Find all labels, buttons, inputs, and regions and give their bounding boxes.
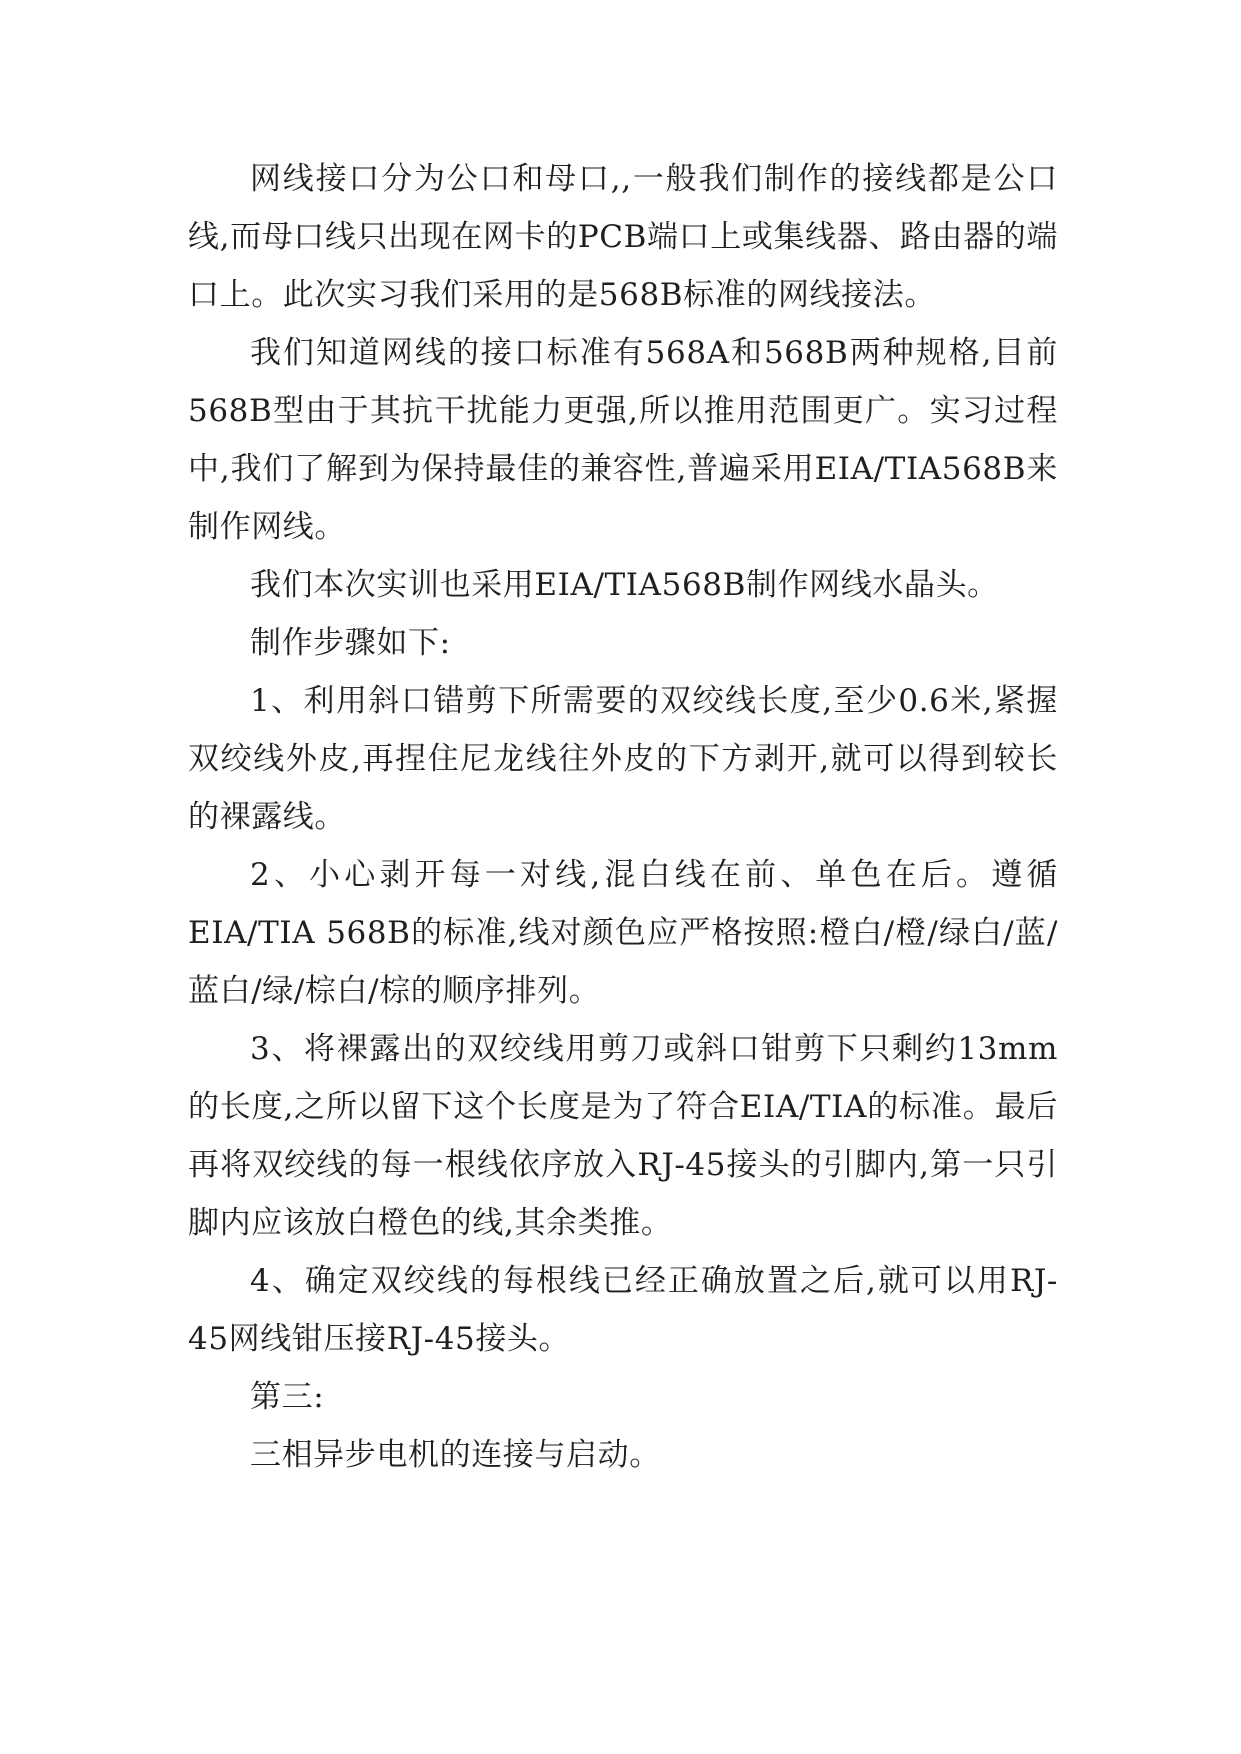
paragraph-step-2: 2、小心剥开每一对线,混白线在前、单色在后。遵循EIA/TIA 568B的标准,线对颜色应严格按照:橙白/橙/绿白/蓝/蓝白/绿/棕白/棕的顺序排列。 xyxy=(188,857,1058,1009)
paragraph-3: 我们本次实训也采用EIA/TIA568B制作网线水晶头。 xyxy=(250,567,999,603)
document-body xyxy=(188,150,1058,1484)
paragraph-step-4: 4、确定双绞线的每根线已经正确放置之后,就可以用RJ-45网线钳压接RJ-45接头。 xyxy=(188,1263,1058,1357)
paragraph-2: 我们知道网线的接口标准有568A和568B两种规格,目前568B型由于其抗干扰能力更强,所以推用范围更广。实习过程中,我们了解到为保持最佳的兼容性,普遍采用EIA/TIA568B来制作网线。 xyxy=(188,335,1058,545)
paragraph-last: 三相异步电机的连接与启动。 xyxy=(250,1437,661,1473)
section-heading: 第三: xyxy=(250,1379,325,1415)
paragraph-step-1: 1、利用斜口错剪下所需要的双绞线长度,至少0.6米,紧握双绞线外皮,再捏住尼龙线往外皮的下方剥开,就可以得到较长的裸露线。 xyxy=(188,683,1058,835)
paragraph-1: 网线接口分为公口和母口,,一般我们制作的接线都是公口线,而母口线只出现在网卡的PCB端口上或集线器、路由器的端口上。此次实习我们采用的是568B标准的网线接法。 xyxy=(188,161,1058,313)
paragraph-step-3: 3、将裸露出的双绞线用剪刀或斜口钳剪下只剩约13mm的长度,之所以留下这个长度是为了符合EIA/TIA的标准。最后再将双绞线的每一根线依序放入RJ-45接头的引脚内,第一只引脚内应该放白橙色的线,其余类推。 xyxy=(188,1031,1058,1241)
paragraph-4: 制作步骤如下: xyxy=(250,625,451,661)
